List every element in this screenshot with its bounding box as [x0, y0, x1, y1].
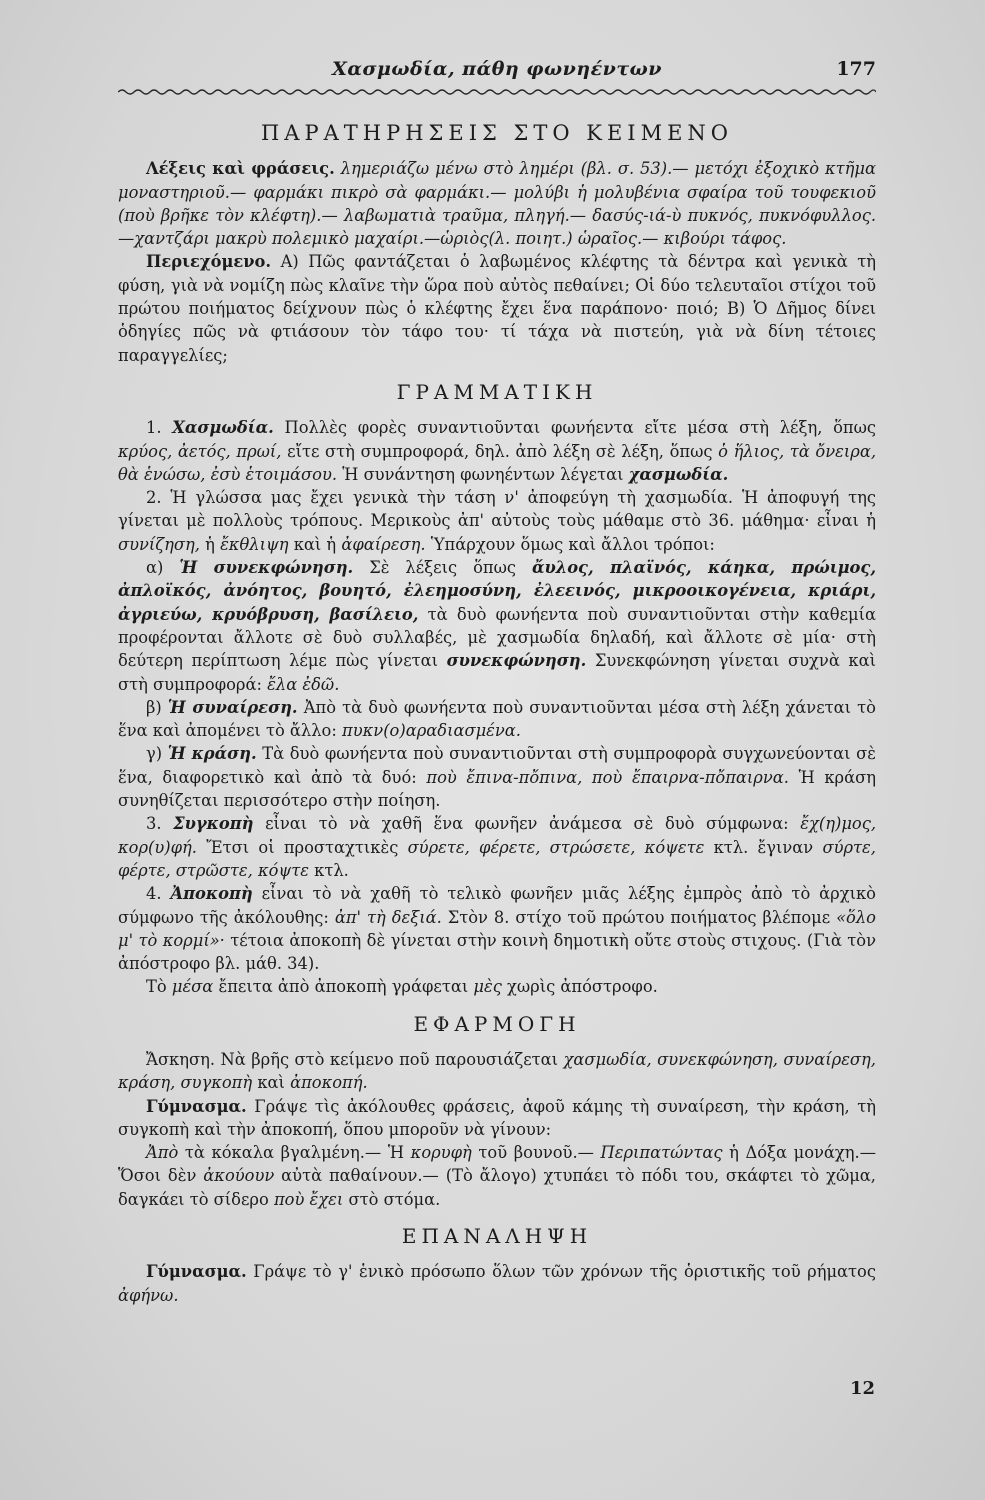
- p2-text-a: 2. Ἡ γλώσσα μας ἔχει γενικὰ τὴν τάση ν' ἀποφεύγη τὴ χασμωδία. Ἡ ἀποφυγή της γίνεται μὲ πολλοὺς τρόπους. Μερικοὺς ἀπ' αὐτοὺς τοὺς μάθαμε στὸ 36. μάθημα· εἶναι ἡ: [118, 488, 876, 531]
- s5-example-1: μέσα: [171, 977, 214, 997]
- p1-number: 1.: [146, 418, 162, 438]
- grammar-p1: [118, 416, 876, 486]
- p2-text-c: καὶ ἡ: [293, 534, 337, 554]
- grammar-s4: [118, 882, 876, 975]
- s4-text-1: εἶναι τὸ νὰ χαθῆ τὸ τελικὸ φωνῆεν μιᾶς λέξης ἐμπρὸς ἀπὸ τὸ ἀρχικὸ σύμφωνο τῆς ἀκόλουθης:: [118, 884, 876, 927]
- a-number: α): [146, 558, 164, 578]
- s3-text-2: Ἔτσι οἱ προσταχτικὲς: [206, 837, 399, 857]
- wavy-rule: [118, 88, 876, 96]
- p1-example-1: κρύος, ἀετός, πρωί,: [118, 441, 282, 461]
- phrases-paragraph: [118, 1141, 876, 1211]
- review-title: ΕΠΑΝΑΛΗΨΗ: [401, 1224, 593, 1249]
- p2-term-3: ἀφαίρεση.: [341, 534, 426, 554]
- s3-term: Συγκοπὴ: [173, 814, 254, 834]
- phrase-1: τὰ κόκαλα βγαλμένη.— Ἡ: [184, 1143, 404, 1163]
- exercise-paragraph: [118, 1048, 876, 1095]
- page-body: [118, 118, 876, 1307]
- c-text-1: Τὰ δυὸ φωνήεντα ποὺ συναντιοῦνται στὴ συμπροφορὰ συγχωνεύονται σὲ ἕνα, διαφορετικὸ καὶ ἀπὸ τὰ δυό:: [118, 744, 877, 787]
- p1-text-a: Πολλὲς φορὲς συναντιοῦνται φωνήεντα εἴτε μέσα στὴ λέξη, ὅπως: [284, 418, 876, 438]
- lexeis-label: Λέξεις καὶ φράσεις.: [146, 159, 335, 179]
- s3-example-3: σύρτε, φέρτε, στρῶστε, κόψτε: [118, 837, 876, 880]
- printer-signature: 12: [849, 1378, 875, 1399]
- grammar-c: [118, 742, 876, 812]
- a-words: ἄυλος, πλαϊνός, κάηκα, πρώιμος, ἀπλοϊκός, ἀνόητος, βουητό, ἐλεημοσύνη, ἐλεεινός, μικροοικογένεια, κριάρι, ἀγριεύω, κρυόβρυση, βασίλειο,: [118, 558, 876, 624]
- c-term: Ἡ κράση.: [167, 744, 257, 764]
- p1-example-3: χασμωδία.: [628, 464, 729, 484]
- grammar-b: [118, 696, 876, 743]
- phrase-3-italic: Περιπατώντας: [600, 1143, 723, 1163]
- lexeis-paragraph: [118, 157, 876, 250]
- s3-text-1: εἶναι τὸ νὰ χαθῆ ἕνα φωνῆεν ἀνάμεσα σὲ δυὸ σύμφωνα:: [265, 814, 789, 834]
- exercise-text-2: καὶ: [257, 1073, 285, 1093]
- phrase-2-italic: κορυφὴ: [410, 1143, 472, 1163]
- b-example: πυκν(ο)αραδιασμένα.: [342, 721, 521, 741]
- p1-example-2: ὁ ἥλιος, τὰ ὄνειρα, θὰ ἑνώσω, ἐσὺ ἑτοιμάσου.: [118, 441, 876, 484]
- a-text-2: τὰ δυὸ φωνήεντα ποὺ συναντιοῦνται στὴν καθεμία προφέρονται ἄλλοτε σὲ δυὸ συλλαβές, μὲ χασμωδία δηλαδή, καὶ ἄλλοτε σὲ μία· στὴ δεύτερη περίπτωση λέμε πὼς γίνεται: [118, 604, 876, 671]
- a-example: ἔλα ἐδῶ.: [267, 674, 340, 694]
- remarks-title: ΠΑΡΑΤΗΡΗΣΕΙΣ ΣΤΟ ΚΕΙΜΕΝΟ: [260, 121, 734, 145]
- drill-label: Γύμνασμα.: [146, 1096, 247, 1116]
- s4-text-2: Στὸν 8. στίχο τοῦ πρώτου ποιήματος βλέπομε: [447, 907, 831, 927]
- s4-term: Ἀποκοπὴ: [170, 884, 253, 904]
- p2-term-1: συνίζηση,: [118, 534, 200, 554]
- s3-example-2: σύρετε, φέρετε, στρώσετε, κόψετε: [407, 837, 705, 857]
- phrase-2: τοῦ βουνοῦ.—: [478, 1143, 594, 1163]
- phrase-4-italic: ἀκούουν: [203, 1166, 275, 1186]
- drill-paragraph: [118, 1095, 876, 1142]
- phrase-3: ἡ Δόξα μονάχη.—Ὅσοι δὲν: [118, 1143, 876, 1186]
- a-term: Ἡ συνεκφώνηση.: [179, 558, 354, 578]
- grammar-a: [118, 556, 876, 696]
- review-text: Γράψε τὸ γ' ἑνικὸ πρόσωπο ὅλων τῶν χρόνων τῆς ὁριστικῆς τοῦ ρήματος: [253, 1262, 876, 1282]
- c-number: γ): [146, 744, 163, 764]
- p1-text-c: Ἡ συνάντηση φωνηέντων λέγεται: [342, 464, 624, 484]
- p1-text-b: εἴτε στὴ συμπροφορά, δηλ. ἀπὸ λέξη σὲ λέξη, ὅπως: [287, 441, 713, 461]
- b-text-1: Ἀπὸ τὰ δυὸ φωνήεντα ποὺ συναντιοῦνται μέσα στὴ λέξη χάνεται τὸ ἕνα καὶ ἀπομένει τὸ ἄλλο:: [118, 697, 876, 741]
- s3-text-4: κτλ.: [314, 860, 349, 880]
- s4-text-3: τέτοια ἀποκοπὴ δὲ γίνεται στὴν κοινὴ δημοτικὴ οὔτε στοὺς στιχους. (Γιὰ τὸν ἀπόστροφο βλ. μάθ. 34).: [118, 930, 876, 974]
- s4-example-1: ἀπ' τὴ δεξιά.: [334, 907, 442, 927]
- s5-text-3: χωρὶς ἀπόστροφο.: [507, 977, 658, 997]
- b-term: Ἡ συναίρεση.: [167, 697, 298, 717]
- review-paragraph: [118, 1260, 876, 1307]
- grammar-p2: [118, 486, 876, 556]
- s3-example-1: ἔχ(η)μος, κορ(υ)φή.: [118, 814, 877, 857]
- b-number: β): [146, 697, 162, 717]
- s4-example-2: «ὅλο μ' τὸ κορμί»·: [118, 907, 876, 950]
- phrase-4: αὐτὰ παθαίνουν.— (Τὸ ἄλογο) χτυπάει τὸ πόδι του, σκάφτει τὸ χῶμα, δαγκάει τὸ σίδερο: [118, 1166, 876, 1209]
- content-text: Α) Πῶς φαντάζεται ὁ λαβωμένος κλέφτης τὰ δέντρα καὶ γενικὰ τὴ φύση, γιὰ νὰ νομίζη πὼς κλαῖνε τὴν ὥρα ποὺ αὐτὸς πεθαίνει; Οἱ δύο τελευταῖοι στίχοι τοῦ πρώτου ποιήματος δείχνουν πὼς ὁ κλέφτης ἔχει ἕνα παράπονο· ποιό; Β) Ὁ Δῆμος δίνει ὁδηγίες πῶς νὰ φτιάσουν τὸν τάφο του· τί τάχα νὰ πιστεύη, γιὰ νὰ δίνη τέτοιες παραγγελίες;: [118, 252, 876, 365]
- page-number: 177: [836, 58, 876, 80]
- drill-text: Γράψε τὶς ἀκόλουθες φράσεις, ἀφοῦ κάμης τὴ συναίρεση, τὴν κράση, τὴ συγκοπὴ καὶ τὴν ἀποκοπή, ὅπου μποροῦν νὰ γίνουν:: [118, 1096, 876, 1139]
- a-text-3: Συνεκφώνηση γίνεται συχνὰ καὶ στὴ συμπροφορά:: [118, 651, 876, 694]
- p2-text-d: Ὑπάρχουν ὅμως καὶ ἄλλοι τρόποι:: [430, 534, 715, 554]
- s4-number: 4.: [146, 884, 162, 904]
- grammar-s5: [118, 975, 876, 998]
- application-title: ΕΦΑΡΜΟΓΗ: [413, 1011, 581, 1036]
- p2-term-2: ἔκθλιψη: [220, 534, 289, 554]
- exercise-term-last: ἀποκοπή.: [290, 1073, 368, 1093]
- p2-text-b: ἡ: [205, 534, 215, 554]
- c-text-2: Ἡ κράση συνηθίζεται περισσότερο στὴν ποίηση.: [118, 767, 876, 811]
- review-verb: ἀφήνω.: [118, 1285, 179, 1305]
- s5-text-1: Τὸ: [146, 977, 167, 997]
- s5-text-2: ἔπειτα ἀπὸ ἀποκοπὴ γράφεται: [218, 977, 469, 997]
- exercise-text-1: Νὰ βρῆς στὸ κείμενο ποῦ παρουσιάζεται: [220, 1049, 559, 1069]
- grammar-s3: [118, 812, 876, 882]
- review-label: Γύμνασμα.: [146, 1262, 247, 1282]
- content-paragraph: [118, 250, 876, 366]
- phrase-5: στὸ στόμα.: [348, 1189, 441, 1209]
- page-header: [118, 58, 876, 84]
- s3-text-3: κτλ. ἔγιναν: [713, 837, 814, 857]
- a-text-1: Σὲ λέξεις ὅπως: [369, 558, 516, 578]
- exercise-terms: χασμωδία, συνεκφώνηση, συναίρεση, κράση, συγκοπὴ: [118, 1049, 876, 1093]
- running-title: Χασμωδία, πάθη φωνηέντων: [332, 58, 662, 80]
- content-label: Περιεχόμενο.: [146, 252, 272, 272]
- a-term-2: συνεκφώνηση.: [446, 651, 587, 671]
- lexeis-text: λημεριάζω μένω στὸ λημέρι (βλ. σ. 53).— μετόχι ἐξοχικὸ κτῆμα μοναστηριοῦ.— φαρμάκι πικρὸ σὰ φαρμάκι.— μολύβι ἡ μολυβένια σφαίρα τοῦ τουφεκιοῦ (ποὺ βρῆκε τὸν κλέφτη).— λαβωματιὰ τραῦμα, πληγή.— δασύς-ιά-ὺ πυκνός, πυκνόφυλλος.—χαντζάρι μακρὺ πολεμικὸ μαχαίρι.—ὡριὸς(λ. ποιητ.) ὡραῖος.— κιβούρι τάφος.: [118, 159, 876, 249]
- s5-example-2: μὲς: [473, 977, 502, 997]
- exercise-label: Ἄσκηση.: [146, 1049, 216, 1069]
- p1-term: Χασμωδία.: [172, 418, 274, 438]
- c-example: ποὺ ἔπινα-πὄπινα, ποὺ ἔπαιρνα-πὄπαιρνα.: [426, 767, 789, 787]
- s3-number: 3.: [146, 814, 162, 834]
- phrase-5-italic: ποὺ ἔχει: [273, 1189, 344, 1209]
- grammar-title: ΓΡΑΜΜΑΤΙΚΗ: [396, 379, 598, 404]
- phrase-1-italic: Ἀπὸ: [146, 1143, 179, 1163]
